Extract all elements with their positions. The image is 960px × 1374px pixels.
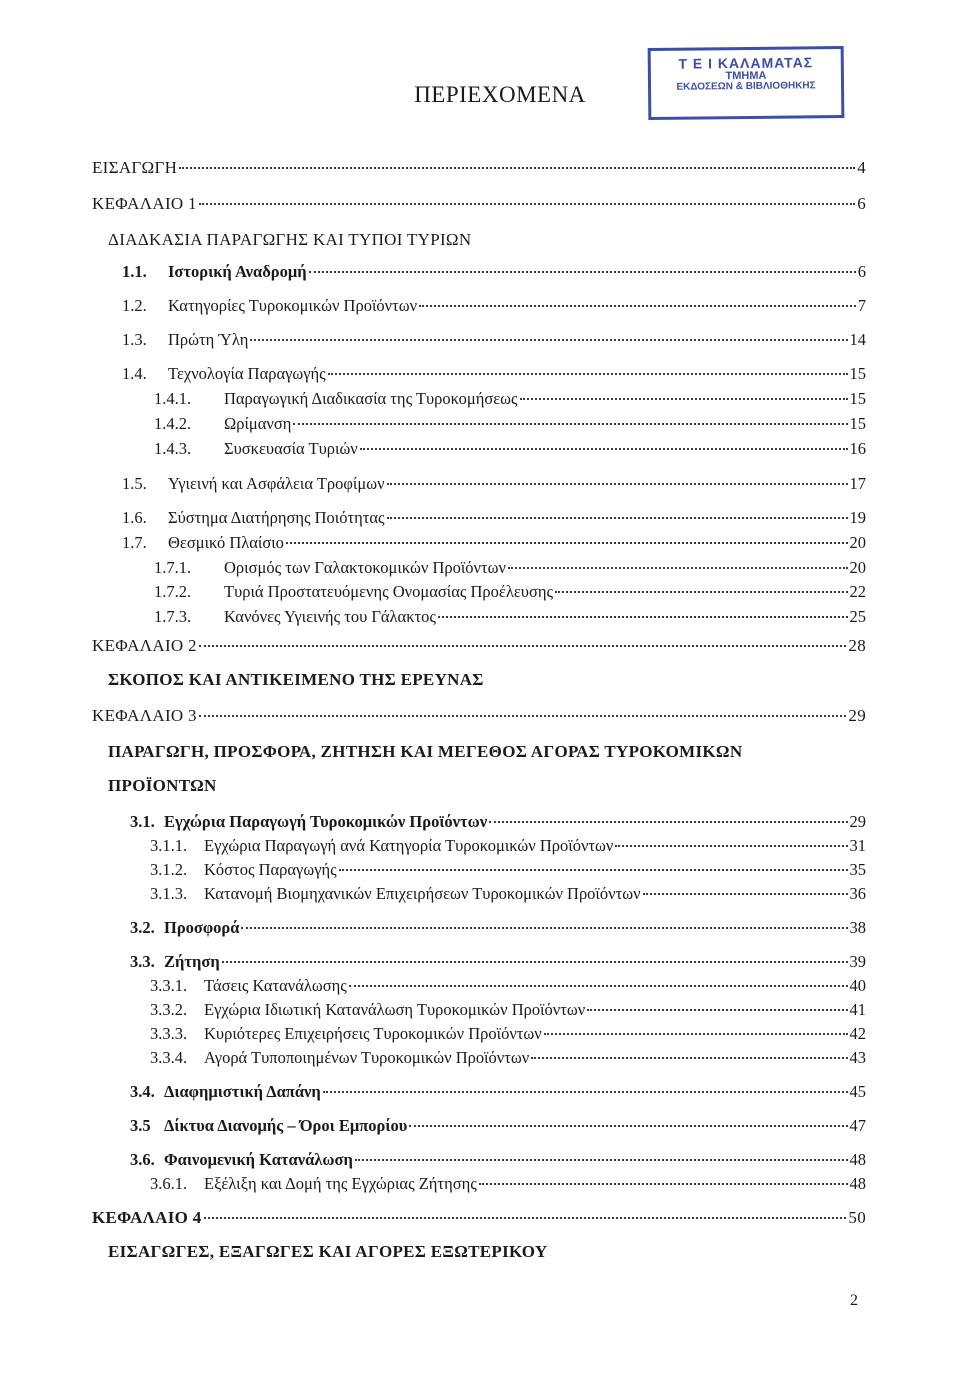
stamp-line-1: Τ Ε Ι ΚΑΛΑΜΑΤΑΣ	[678, 54, 814, 72]
toc-entry-page: 45	[849, 1082, 866, 1101]
toc-entry-number: 3.3.3.	[150, 1024, 188, 1043]
toc-entry-number: 1.4.3.	[154, 439, 192, 458]
toc-entry	[154, 387, 866, 411]
toc-entry-title: Τεχνολογία Παραγωγής	[168, 364, 326, 383]
toc-entry	[122, 472, 866, 496]
toc-entry-page: 39	[849, 952, 866, 971]
dot-leader	[531, 1056, 847, 1059]
toc-entry-title: Εγχώρια Παραγωγή Τυροκομικών Προϊόντων	[164, 812, 488, 831]
toc-entry	[130, 916, 866, 940]
toc-entry-number: 1.7.3.	[154, 607, 192, 626]
toc-entry-page: 6	[857, 262, 866, 281]
toc-entry	[150, 1046, 866, 1070]
toc-entry-number: 3.4.	[130, 1082, 155, 1101]
toc-entry-number: 1.5.	[122, 474, 147, 493]
toc-entry-title: Εγχώρια Ιδιωτική Κατανάλωση Τυροκομικών Προϊόντων	[204, 1000, 586, 1019]
toc-entry-number: 3.2.	[130, 918, 155, 937]
toc-entry-number: 3.3.2.	[150, 1000, 188, 1019]
dot-leader	[355, 1158, 848, 1161]
toc-entry	[92, 192, 866, 216]
toc-entry	[154, 580, 866, 604]
toc-entry-number: 1.4.2.	[154, 414, 192, 433]
dot-leader	[179, 166, 855, 169]
toc-entry	[154, 556, 866, 580]
toc-entry-page: 36	[849, 884, 866, 903]
toc-entry-number: 1.2.	[122, 296, 147, 315]
toc-entry	[92, 1206, 866, 1230]
dot-leader	[199, 644, 847, 647]
toc-entry	[130, 950, 866, 974]
toc-entry-title: Κανόνες Υγιεινής του Γάλακτος	[224, 607, 436, 626]
toc-entry-page: 15	[849, 414, 866, 433]
toc-entry-page: 22	[849, 582, 866, 601]
toc-entry	[122, 260, 866, 284]
toc-entry-page: 35	[849, 860, 866, 879]
toc-entry	[92, 156, 866, 180]
toc-entry	[92, 634, 866, 658]
toc-entry-title: Θεσμικό Πλαίσιο	[168, 533, 284, 552]
toc-entry-page: 14	[849, 330, 866, 349]
toc-entry-number: 1.7.2.	[154, 582, 192, 601]
dot-leader	[544, 1032, 848, 1035]
toc-entry-title: Κατηγορίες Τυροκομικών Προϊόντων	[168, 296, 418, 315]
toc-entry-number: 3.1.2.	[150, 860, 188, 879]
toc-entry	[154, 605, 866, 629]
toc-entry-page: 7	[857, 296, 866, 315]
toc-entry	[130, 1148, 866, 1172]
toc-entry-title: Φαινομενική Κατανάλωση	[164, 1150, 353, 1169]
toc-entry	[122, 531, 866, 555]
toc-entry-title: Κόστος Παραγωγής	[204, 860, 337, 879]
dot-leader	[409, 1124, 847, 1127]
toc-section-heading: ΠΡΟΪΟΝΤΩΝ	[108, 776, 217, 795]
toc-entry-page: 48	[849, 1174, 866, 1193]
toc-entry-page: 41	[849, 1000, 866, 1019]
toc-entry-title: Τυριά Προστατευόμενης Ονομασίας Προέλευσης	[224, 582, 554, 601]
toc-entry-page: 15	[849, 364, 866, 383]
toc-entry-title: Τάσεις Κατανάλωσης	[204, 976, 347, 995]
dot-leader	[438, 615, 848, 618]
toc-entry	[150, 882, 866, 906]
stamp-line-2: ΤΜΗΜΑ	[725, 69, 767, 82]
toc-entry-title: Εξέλιξη και Δομή της Εγχώριας Ζήτησης	[204, 1174, 477, 1193]
toc-entry-title: Κατανομή Βιομηχανικών Επιχειρήσεων Τυροκομικών Προϊόντων	[204, 884, 641, 903]
dot-leader	[309, 270, 856, 273]
toc-entry	[122, 506, 866, 530]
toc-entry	[150, 998, 866, 1022]
toc-entry-number: 1.6.	[122, 508, 147, 527]
toc-entry-title: Αγορά Τυποποιημένων Τυροκομικών Προϊόντων	[204, 1048, 530, 1067]
toc-entry	[122, 294, 866, 318]
toc-entry-title: Υγιεινή και Ασφάλεια Τροφίμων	[168, 474, 385, 493]
toc-entry-title: Κυριότερες Επιχειρήσεις Τυροκομικών Προϊόντων	[204, 1024, 542, 1043]
toc-entry-page: 47	[849, 1116, 866, 1135]
toc-entry-title: Διαφημιστική Δαπάνη	[164, 1082, 321, 1101]
dot-leader	[387, 482, 848, 485]
toc-entry-title: Συσκευασία Τυριών	[224, 439, 358, 458]
dot-leader	[349, 984, 848, 987]
toc-section-heading: ΠΑΡΑΓΩΓΗ, ΠΡΟΣΦΟΡΑ, ΖΗΤΗΣΗ ΚΑΙ ΜΕΓΕΘΟΣ ΑΓΟΡΑΣ ΤΥΡΟΚΟΜΙΚΩΝ	[108, 742, 743, 761]
dot-leader	[615, 844, 847, 847]
page-title: ΠΕΡΙΕΧΟΜΕΝΑ	[414, 82, 586, 107]
toc-entry	[130, 1114, 866, 1138]
toc-entry-page: 48	[849, 1150, 866, 1169]
dot-leader	[643, 892, 848, 895]
toc-entry-page: 25	[849, 607, 866, 626]
toc-entry-number: 1.4.	[122, 364, 147, 383]
dot-leader	[222, 960, 848, 963]
toc-entry	[154, 437, 866, 461]
toc-entry-title: Παραγωγική Διαδικασία της Τυροκομήσεως	[224, 389, 518, 408]
toc-entry-number: 3.6.1.	[150, 1174, 188, 1193]
dot-leader	[520, 397, 848, 400]
toc-entry-number: 1.7.	[122, 533, 147, 552]
toc-entry-page: 6	[857, 194, 866, 213]
dot-leader	[508, 566, 848, 569]
toc-entry-page: 31	[849, 836, 866, 855]
toc-entry-page: 16	[849, 439, 866, 458]
toc-entry-number: 3.5	[130, 1116, 151, 1135]
toc-entry	[150, 1022, 866, 1046]
toc-entry-number: 3.3.4.	[150, 1048, 188, 1067]
dot-leader	[479, 1182, 848, 1185]
toc-section-heading: ΔΙΑΔΚΑΣΙΑ ΠΑΡΑΓΩΓΗΣ ΚΑΙ ΤΥΠΟΙ ΤΥΡΙΩΝ	[108, 230, 472, 249]
dot-leader	[555, 590, 847, 593]
toc-entry-title: ΚΕΦΑΛΑΙΟ 4	[92, 1208, 202, 1227]
toc-entry-title: ΚΕΦΑΛΑΙΟ 1	[92, 194, 197, 213]
toc-entry-number: 1.3.	[122, 330, 147, 349]
toc-entry-page: 28	[848, 636, 866, 655]
toc-entry	[154, 412, 866, 436]
toc-entry	[130, 810, 866, 834]
toc-entry-title: Δίκτυα Διανομής – Όροι Εμπορίου	[164, 1116, 408, 1135]
dot-leader	[199, 714, 847, 717]
toc-entry-number: 1.7.1.	[154, 558, 192, 577]
toc-entry	[92, 704, 866, 728]
toc-entry-title: Ωρίμανση	[224, 414, 292, 433]
stamp-line-3: ΕΚΔΟΣΕΩΝ & ΒΙΒΛΙΟΘΗΚΗΣ	[676, 80, 816, 93]
toc-entry-page: 40	[849, 976, 866, 995]
toc-entry-number: 3.6.	[130, 1150, 155, 1169]
toc-entry-page: 29	[848, 706, 866, 725]
toc-entry	[150, 858, 866, 882]
dot-leader	[587, 1008, 847, 1011]
dot-leader	[241, 926, 847, 929]
toc-entry	[150, 974, 866, 998]
dot-leader	[339, 868, 848, 871]
toc-entry-number: 3.1.3.	[150, 884, 188, 903]
toc-entry-title: Πρώτη Ύλη	[168, 330, 249, 349]
toc-entry-title: Ορισμός των Γαλακτοκομικών Προϊόντων	[224, 558, 506, 577]
dot-leader	[293, 422, 847, 425]
dot-leader	[199, 202, 855, 205]
toc-entry-page: 29	[849, 812, 866, 831]
toc-entry-page: 38	[849, 918, 866, 937]
dot-leader	[387, 516, 848, 519]
toc-entry-page: 4	[857, 158, 866, 177]
toc-entry-page: 20	[849, 558, 866, 577]
dot-leader	[250, 338, 847, 341]
dot-leader	[328, 372, 848, 375]
toc-entry-page: 17	[849, 474, 866, 493]
toc-entry-title: ΚΕΦΑΛΑΙΟ 3	[92, 706, 197, 725]
toc-entry-title: Σύστημα Διατήρησης Ποιότητας	[168, 508, 385, 527]
toc-entry-page: 15	[849, 389, 866, 408]
toc-entry-title: Προσφορά	[164, 918, 240, 937]
toc-entry-number: 3.3.1.	[150, 976, 188, 995]
toc-entry-number: 3.3.	[130, 952, 155, 971]
toc-entry-page: 43	[849, 1048, 866, 1067]
toc-section-heading: ΕΙΣΑΓΩΓΕΣ, ΕΞΑΓΩΓΕΣ ΚΑΙ ΑΓΟΡΕΣ ΕΞΩΤΕΡΙΚΟΥ	[108, 1242, 548, 1261]
toc-entry-number: 1.4.1.	[154, 389, 192, 408]
dot-leader	[286, 541, 848, 544]
toc-entry-title: ΕΙΣΑΓΩΓΗ	[92, 158, 178, 177]
toc-entry-number: 3.1.1.	[150, 836, 188, 855]
toc-entry-title: Ιστορική Αναδρομή	[168, 262, 307, 281]
toc-entry-page: 50	[848, 1208, 866, 1227]
dot-leader	[489, 820, 847, 823]
toc-entry	[122, 328, 866, 352]
toc-entry-number: 1.1.	[122, 262, 147, 281]
dot-leader	[323, 1090, 848, 1093]
toc-entry-number: 3.1.	[130, 812, 155, 831]
dot-leader	[360, 447, 848, 450]
toc-entry-title: Ζήτηση	[164, 952, 220, 971]
toc-entry-page: 19	[849, 508, 866, 527]
toc-entry	[122, 362, 866, 386]
toc-entry	[150, 1172, 866, 1196]
dot-leader	[419, 304, 856, 307]
toc-entry-title: ΚΕΦΑΛΑΙΟ 2	[92, 636, 197, 655]
toc-entry	[130, 1080, 866, 1104]
toc-entry-page: 42	[849, 1024, 866, 1043]
toc-entry-page: 20	[849, 533, 866, 552]
toc-section-heading: ΣΚΟΠΟΣ ΚΑΙ ΑΝΤΙΚΕΙΜΕΝΟ ΤΗΣ ΕΡΕΥΝΑΣ	[108, 670, 484, 689]
toc-entry	[150, 834, 866, 858]
toc-entry-title: Εγχώρια Παραγωγή ανά Κατηγορία Τυροκομικών Προϊόντων	[204, 836, 614, 855]
page-number: 2	[850, 1292, 858, 1309]
dot-leader	[204, 1216, 847, 1219]
